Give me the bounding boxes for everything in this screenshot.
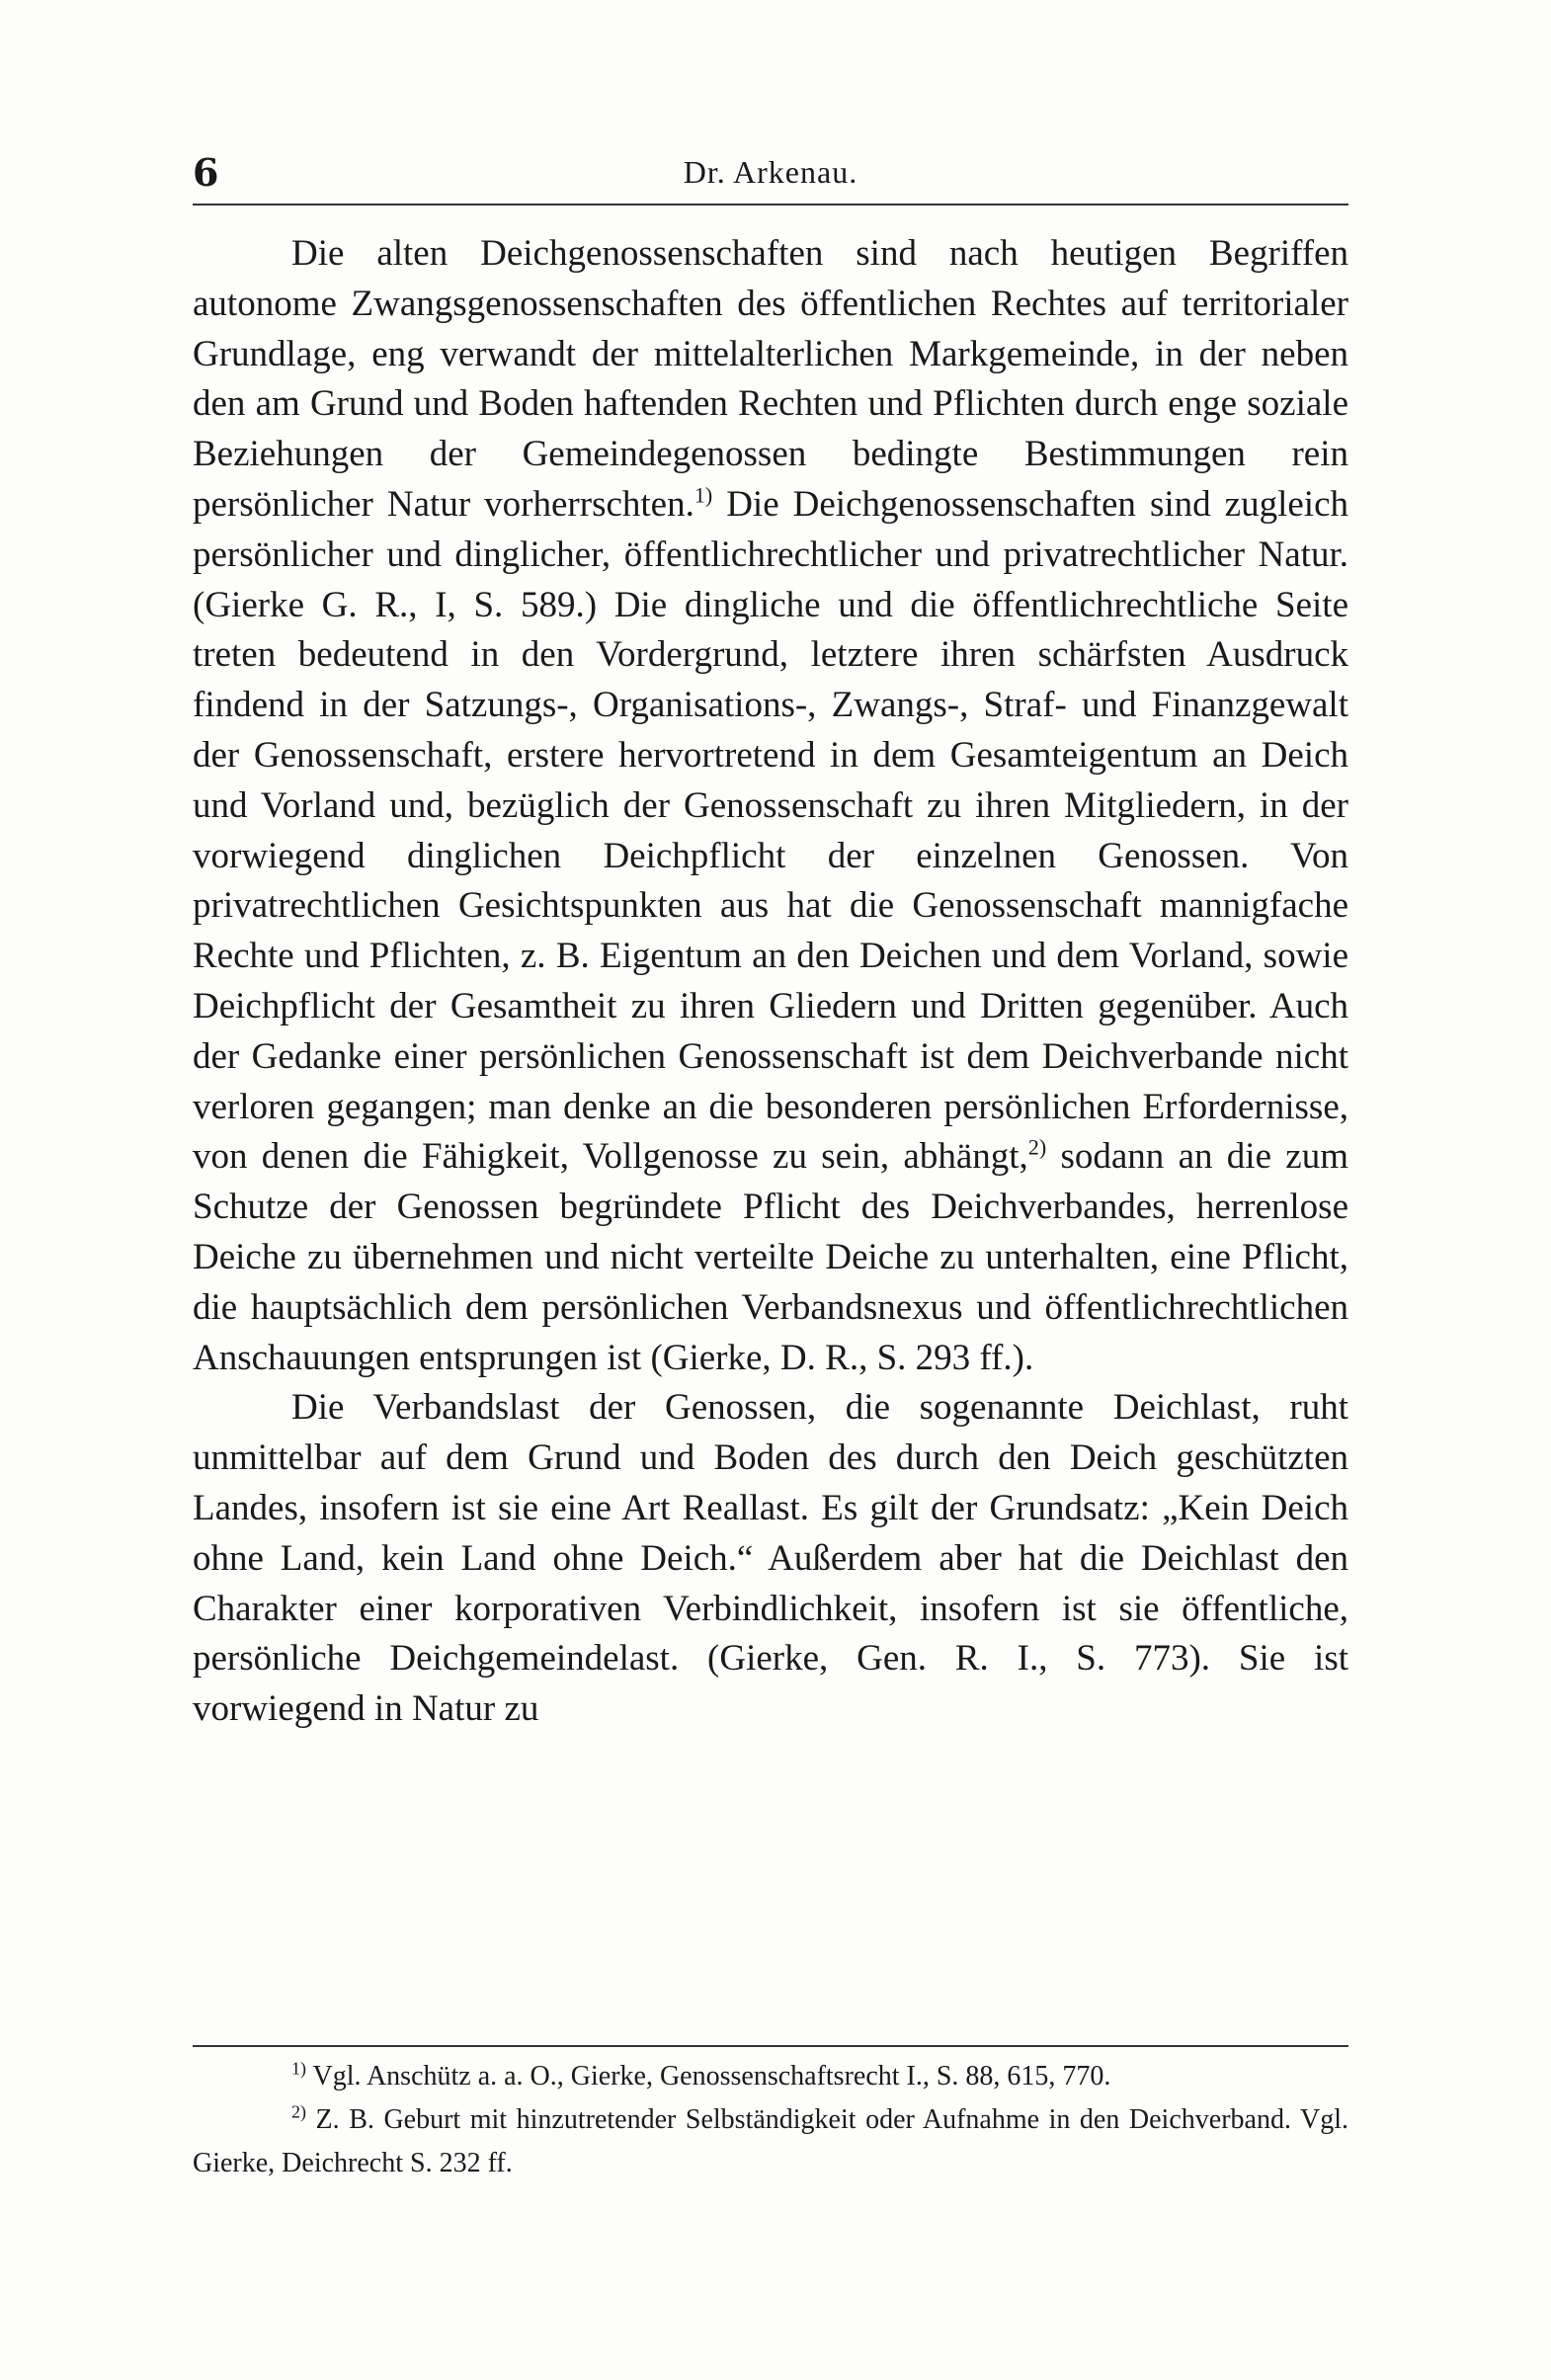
- page-number: 6: [193, 150, 219, 195]
- footnote-2-text: Z. B. Geburt mit hinzutretender Selbständigkeit oder Aufnahme in den Deichverband. Vgl. Gierke, Deichrecht S. 232 ff.: [193, 2104, 1348, 2178]
- paragraph-2: Die Verbandslast der Genossen, die sogenannte Deichlast, ruht unmittelbar auf dem Grund und Boden des durch den Deich geschützten Landes, insofern ist sie eine Art Reallast. Es gilt der Grundsatz: „Kein Deich ohne Land, kein Land ohne Deich.“ Außerdem aber hat die Deichlast den Charakter einer korporativen Verbindlichkeit, insofern ist sie öffentliche, persönliche Deichgemeindelast. (Gierke, Gen. R. I., S. 773). Sie ist vorwiegend in Natur zu: [193, 1387, 1348, 1730]
- page-header: [193, 146, 1348, 198]
- header-rule: [193, 204, 1348, 205]
- footnote-reference-1: 1): [694, 482, 713, 508]
- paragraph-1-text-a: Die alten Deichgenossenschaften sind nach heutigen Begriffen autonome Zwangsgenossenschaften des öffentlichen Rechtes auf territorialer Grundlage, eng verwandt der mittelalterlichen Markgemeinde, in der neben den am Grund und Boden haftenden Rechten und Pflichten durch enge soziale Beziehungen der Gemeindegenossen bedingte Bestimmungen rein persönlicher Natur vorherrschten.: [193, 233, 1348, 525]
- footnote-1-mark: 1): [291, 2058, 306, 2079]
- body-text: [193, 229, 1348, 1735]
- footnote-2-mark: 2): [291, 2101, 306, 2122]
- footnote-1-text: Vgl. Anschütz a. a. O., Gierke, Genossenschaftsrecht I., S. 88, 615, 770.: [306, 2061, 1111, 2092]
- footnote-reference-2: 2): [1027, 1135, 1047, 1161]
- paragraph-1-text-b: Die Deichgenossenschaften sind zugleich persönlicher und dinglicher, öffentlichrechtlicher und privatrechtlicher Natur. (Gierke G. R., I, S. 589.) Die dingliche und die öffentlichrechtliche Seite treten bedeutend in den Vordergrund, letztere ihren schärfsten Ausdruck findend in der Satzungs-, Organisations-, Zwangs-, Straf- und Finanzgewalt der Genossenschaft, erstere hervortretend in dem Gesamteigentum an Deich und Vorland und, bezüglich der Genossenschaft zu ihren Mitgliedern, in der vorwiegend dinglichen Deichpflicht der einzelnen Genossen. Von privatrechtlichen Gesichtspunkten aus hat die Genossenschaft mannigfache Rechte und Pflichten, z. B. Eigentum an den Deichen und dem Vorland, sowie Deichpflicht der Gesamtheit zu ihren Gliedern und Dritten gegenüber. Auch der Gedanke einer persönlichen Genossenschaft ist dem Deichverbande nicht verloren gegangen; man denke an die besonderen persönlichen Erfordernisse, von denen die Fähigkeit, Vollgenosse zu sein, abhängt,: [193, 483, 1348, 1178]
- paragraph-1-text-c: sodann an die zum Schutze der Genossen begründete Pflicht des Deichverbandes, herrenlose Deiche zu übernehmen und nicht verteilte Deiche zu unterhalten, eine Pflicht, die hauptsächlich dem persönlichen Verbandsnexus und öffentlichrechtlichen Anschauungen entsprungen ist (Gierke, D. R., S. 293 ff.).: [193, 1136, 1348, 1378]
- footnotes: [193, 2055, 1348, 2185]
- footnote-2: [193, 2098, 1348, 2185]
- footnote-rule: [193, 2045, 1348, 2047]
- running-head: Dr. Arkenau.: [683, 154, 858, 190]
- footnote-1: [193, 2055, 1348, 2098]
- paragraph-1: [193, 229, 1348, 1383]
